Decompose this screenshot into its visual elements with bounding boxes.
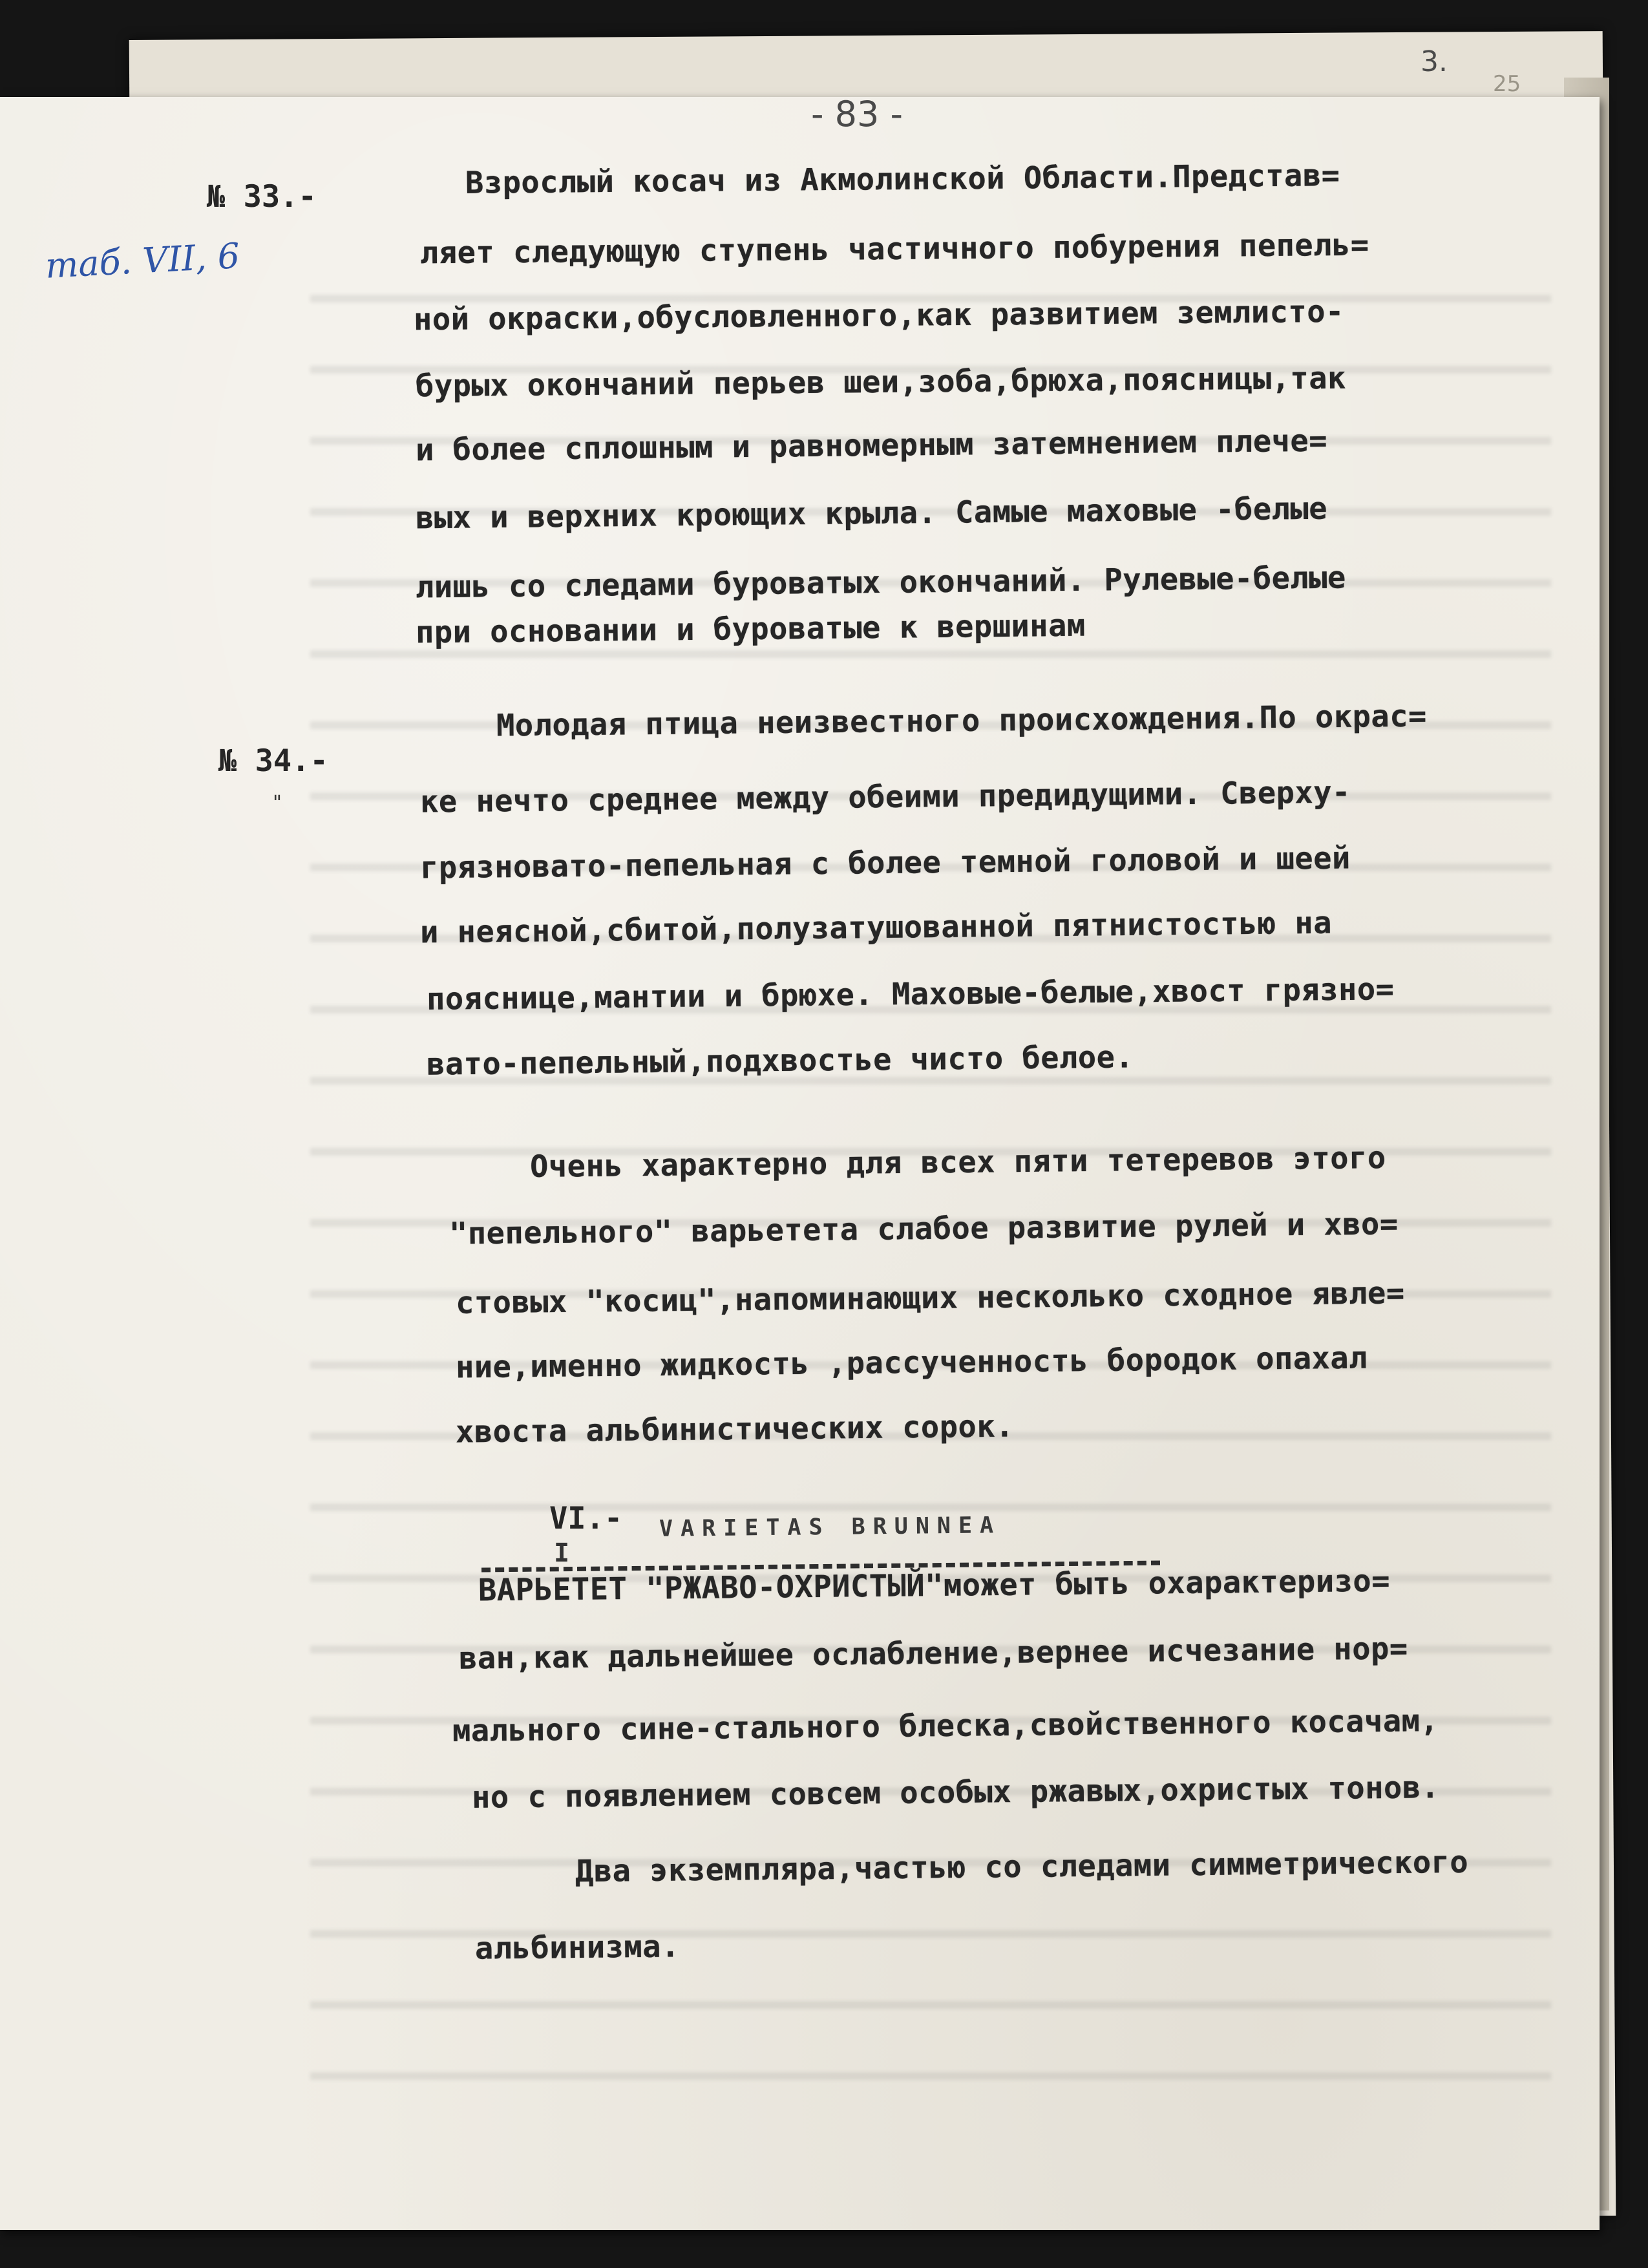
rule-mark: I: [554, 1538, 570, 1568]
closing-line: альбинизма.: [474, 1929, 681, 1967]
summary-line: ние,именно жидкость ,рассученность бородок опахал: [455, 1340, 1368, 1386]
entry-34-line: ке нечто среднее между обеими предидущими. Сверху-: [419, 774, 1351, 820]
closing-line: Два экземпляра,частью со следами симметрического: [575, 1844, 1469, 1890]
entry-number-34: № 34.-: [218, 743, 328, 779]
summary-line: Очень характерно для всех пяти тетеревов этого: [529, 1140, 1386, 1185]
section-line: но с появлением совсем особых ржавых,охристых тонов.: [471, 1770, 1440, 1816]
entry-number-33: № 33.-: [207, 179, 317, 215]
summary-line: стовых "косиц",напоминающих несколько сходное явле=: [455, 1275, 1405, 1321]
summary-line: "пепельного" варьетета слабое развитие рулей и хво=: [449, 1206, 1399, 1252]
entry-33-line: при основании и буроватые к вершинам: [415, 608, 1086, 651]
ditto-mark: ": [271, 792, 284, 814]
summary-line: хвоста альбинистических сорок.: [455, 1408, 1015, 1450]
corner-mark-faded: 25: [1493, 71, 1521, 97]
entry-33-line: Взрослый косач из Акмолинской Области.Представ=: [465, 158, 1340, 201]
corner-mark: 3.: [1421, 45, 1448, 78]
entry-34-line: Молодая птица неизвестного происхождения.По окрас=: [496, 698, 1428, 744]
entry-33-line: ной окраски,обусловленного,как развитием землисто-: [413, 293, 1345, 338]
entry-33-line: и более сплошным и равномерным затемнением плече=: [415, 423, 1328, 469]
entry-33-line: бурых окончаний перьев шеи,зоба,брюха,поясницы,так: [415, 360, 1347, 405]
handwritten-margin-note: таб. VII, 6: [44, 235, 241, 286]
entry-34-line: грязновато-пепельная с более темной головой и шеей: [419, 840, 1351, 886]
section-number: VI.-: [549, 1501, 623, 1536]
entry-33-line: вых и верхних кроющих крыла. Самые маховые -белые: [415, 491, 1328, 536]
entry-34-line: и неясной,сбитой,полузатушованной пятнистостью на: [419, 905, 1333, 951]
entry-33-line: ляет следующую ступень частичного побурения пепель=: [419, 227, 1369, 271]
section-line: ВАРЬЕТЕТ "РЖАВО-ОХРИСТЫЙ"может быть охарактеризо=: [478, 1563, 1391, 1609]
entry-33-line: лишь со следами буроватых окончаний. Рулевые-белые: [415, 560, 1347, 606]
entry-34-line: вато-пепельный,подхвостье чисто белое.: [426, 1039, 1134, 1083]
section-line: мального сине-стального блеска,свойственного косачам,: [452, 1703, 1439, 1749]
section-heading: VARIETAS BRUNNEA: [659, 1512, 1002, 1542]
page-number: - 83 -: [811, 94, 903, 134]
section-line: ван,как дальнейшее ослабление,вернее исчезание нор=: [458, 1631, 1408, 1677]
entry-34-line: пояснице,мантии и брюхе. Маховые-белые,хвост грязно=: [426, 971, 1395, 1017]
